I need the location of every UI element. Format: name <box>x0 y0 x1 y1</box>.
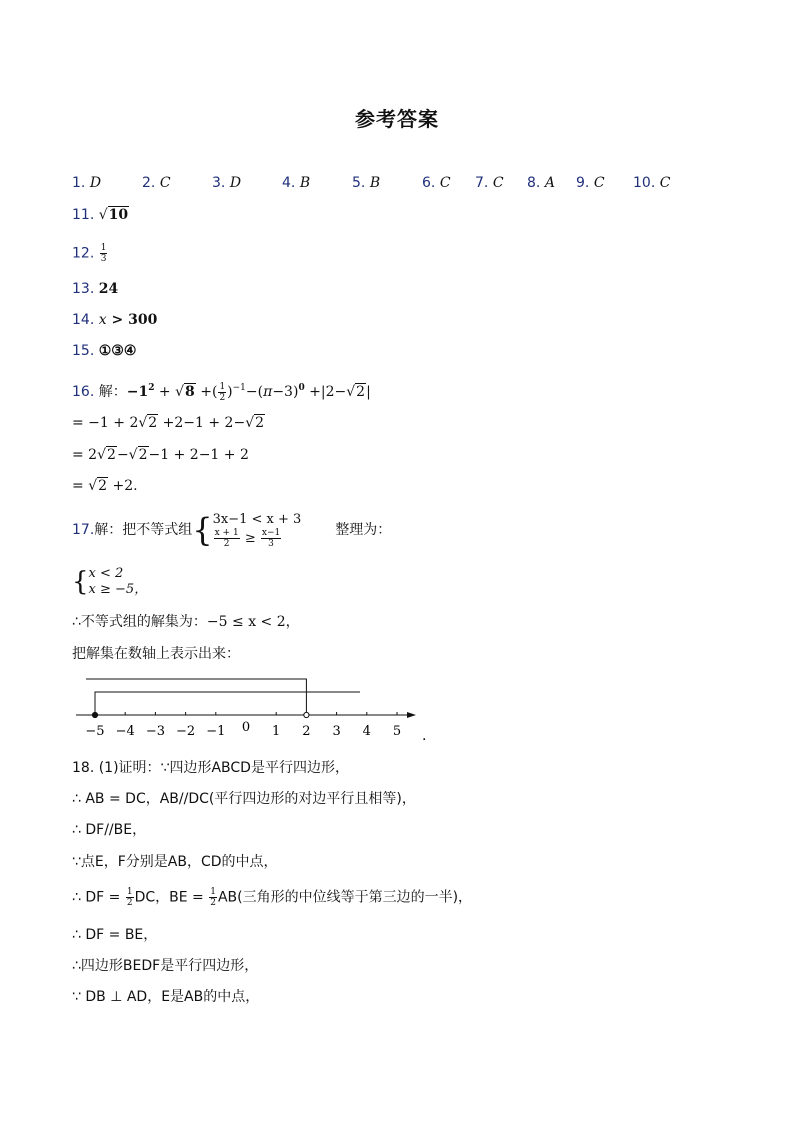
fraction: $\frac{1}{3}$ <box>100 243 107 264</box>
answer-3: 3. D <box>212 175 242 191</box>
answer-6: 6. C <box>422 175 451 191</box>
answer-13: 13. 24 <box>72 281 119 297</box>
number-line <box>0 675 794 745</box>
answer-16-line-1: 16. 解：$-1^2 + √8$ +( $\frac{1}{2}$ )$^{-1}-(\pi-3)^0 +|2-√2|$ <box>72 381 371 403</box>
answer-5: 5. B <box>352 175 381 191</box>
tick-label: 2 <box>302 724 311 739</box>
answer-16-line-4: = √2 +2. <box>72 478 138 494</box>
answer-14: 14. x > 300 <box>72 312 158 328</box>
axis-arrow <box>407 712 416 718</box>
answer-1: 1. D <box>72 175 102 191</box>
answer-18-line-7: ∴四边形BEDF是平行四边形， <box>72 958 259 974</box>
tick-label: −5 <box>85 724 105 739</box>
tick-label: 4 <box>362 724 371 739</box>
answer-15: 15. ①③④ <box>72 343 137 359</box>
answer-9: 9. C <box>576 175 605 191</box>
solid-endpoint-minus-5 <box>92 712 97 717</box>
answer-18-line-6: ∴ DF = BE， <box>72 927 158 943</box>
range-x-less-than-2 <box>86 679 306 715</box>
answer-17-line-2 <box>72 566 147 598</box>
choice-answers-row <box>0 175 794 195</box>
range-x-ge-minus-5 <box>95 692 360 715</box>
tick-label: −4 <box>115 724 135 739</box>
answer-4: 4. B <box>282 175 311 191</box>
answer-18-line-4: ∵点E，F分别是AB，CD的中点， <box>72 854 278 870</box>
answer-12: 12. $\frac{1}{3}$ <box>72 243 107 264</box>
answer-18-line-1: 18. (1)证明：∵四边形ABCD是平行四边形， <box>72 760 349 776</box>
left-brace: { <box>192 511 213 549</box>
answer-8: 8. A <box>527 175 555 191</box>
answer-18-line-3: ∴ DF//BE， <box>72 822 147 838</box>
end-period: . <box>422 728 427 744</box>
answer-16-line-3: = 2√2−√2−1 + 2−1 + 2 <box>72 447 249 463</box>
tick-label: −1 <box>206 724 226 739</box>
tick-label: −2 <box>176 724 196 739</box>
open-endpoint-2 <box>304 712 309 717</box>
tick-label: 3 <box>332 724 341 739</box>
tick-label: 1 <box>272 724 281 739</box>
answer-18-line-5: ∴ DF = $\frac{1}{2}$ DC，BE = $\frac{1}{2}$ AB(三角形的中位线等于第三边的一半)， <box>72 887 473 908</box>
answer-18-line-2: ∴ AB = DC，AB//DC(平行四边形的对边平行且相等)， <box>72 791 416 807</box>
page-title: 参考答案 <box>355 107 439 131</box>
left-brace: { <box>72 567 89 597</box>
inequality-system-2: x < 2 x ≥ −5， <box>88 566 148 597</box>
sqrt-symbol: √10 <box>98 207 129 223</box>
answer-17-solution: ∴不等式组的解集为：−5 ≤ x < 2， <box>72 614 300 630</box>
answer-17-number-line-label: 把解集在数轴上表示出来： <box>72 646 240 662</box>
answer-18-line-8: ∵ DB ⊥ AD，E是AB的中点， <box>72 989 260 1005</box>
inequality-system-1: 3x−1 < x + 3 $\frac{x + 1}{2}$ ≥ $\frac{x-1}{3}$ <box>212 511 302 549</box>
answer-2: 2. C <box>142 175 171 191</box>
tick-label: −3 <box>145 724 165 739</box>
answer-16-line-2: = −1 + 2√2 +2−1 + 2−√2 <box>72 415 265 431</box>
answer-11: 11. √10 <box>72 207 129 223</box>
answer-7: 7. C <box>475 175 504 191</box>
answer-17-line-1: 17.解：把不等式组{ 3x−1 < x + 3 $\frac{x + 1}{2}$ ≥ $\frac{x-1}{3}$ 整理为： <box>72 511 392 549</box>
tick-label: 0 <box>241 720 251 735</box>
tick-label: 5 <box>392 724 402 739</box>
answer-10: 10. C <box>633 175 671 191</box>
